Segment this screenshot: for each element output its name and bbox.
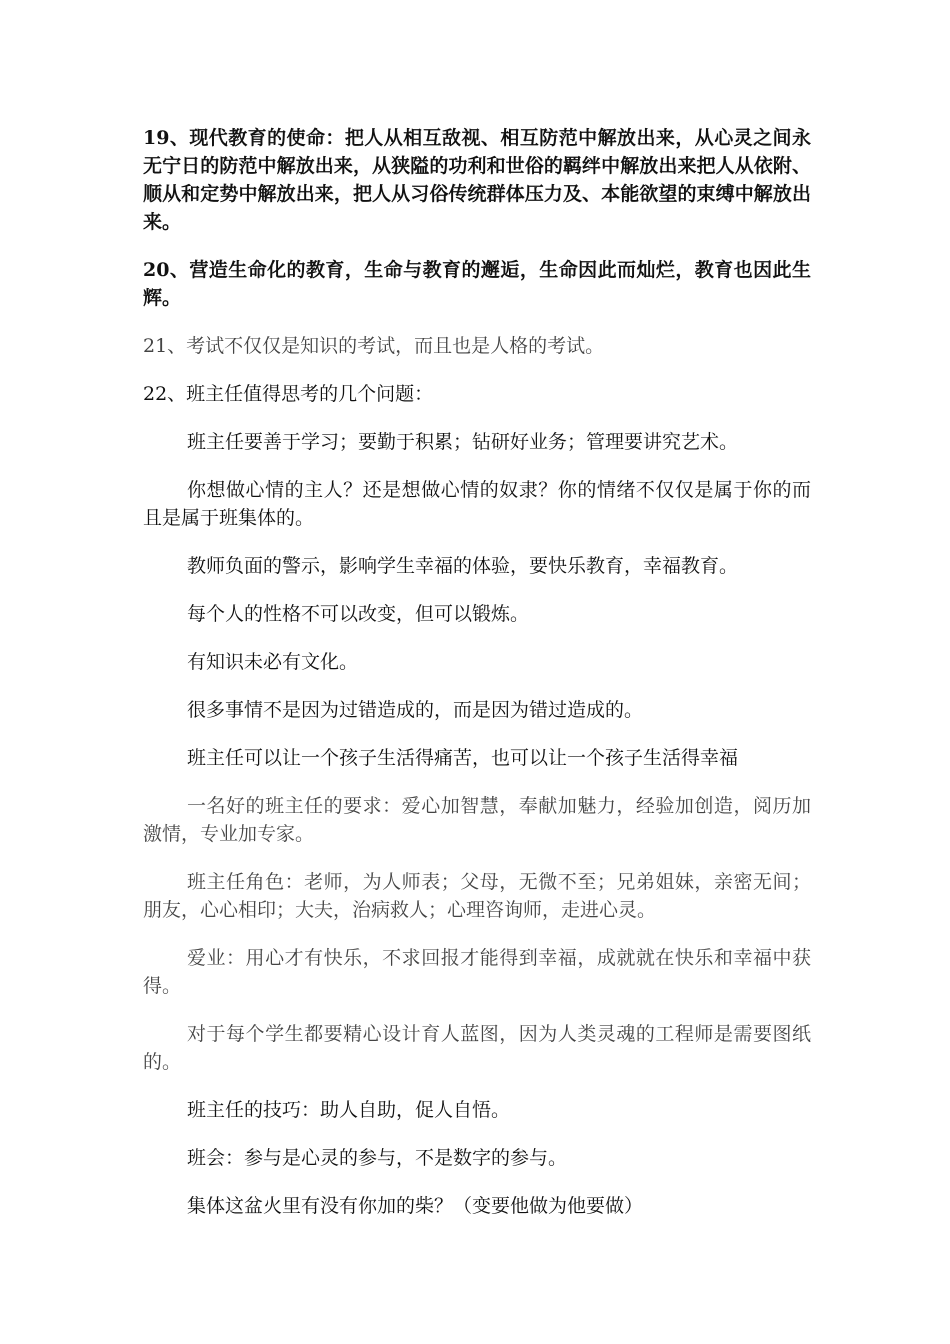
paragraph-20: 20、营造生命化的教育，生命与教育的邂逅，生命因此而灿烂，教育也因此生辉。 (143, 259, 811, 309)
list-item: 教师负面的警示，影响学生幸福的体验，要快乐教育，幸福教育。 (187, 555, 739, 577)
list-item: 班会：参与是心灵的参与，不是数字的参与。 (187, 1147, 568, 1169)
list-item: 爱业：用心才有快乐，不求回报才能得到幸福，成就就在快乐和幸福中获得。 (143, 947, 811, 997)
list-item: 有知识未必有文化。 (187, 651, 359, 673)
list-item: 班主任角色：老师，为人师表；父母，无微不至；兄弟姐妹，亲密无间；朋友，心心相印；大夫，治病救人；心理咨询师，走进心灵。 (143, 871, 811, 921)
list-item: 一名好的班主任的要求：爱心加智慧，奉献加魅力，经验加创造，阅历加激情，专业加专家。 (143, 795, 811, 845)
paragraph-21: 21、考试不仅仅是知识的考试，而且也是人格的考试。 (143, 335, 605, 357)
list-item: 对于每个学生都要精心设计育人蓝图，因为人类灵魂的工程师是需要图纸的。 (143, 1023, 811, 1073)
list-item: 集体这盆火里有没有你加的柴？（变要他做为他要做） (187, 1195, 644, 1217)
paragraph-19: 19、现代教育的使命：把人从相互敌视、相互防范中解放出来，从心灵之间永无宁日的防范中解放出来，从狭隘的功利和世俗的羁绊中解放出来把人从依附、顺从和定势中解放出来，把人从习俗传统群体压力及、本能欲望的束缚中解放出来。 (143, 127, 811, 233)
list-item: 班主任可以让一个孩子生活得痛苦，也可以让一个孩子生活得幸福 (187, 747, 739, 769)
paragraph-22: 22、班主任值得思考的几个问题： (143, 383, 434, 405)
list-item: 班主任要善于学习；要勤于积累；钻研好业务；管理要讲究艺术。 (187, 431, 739, 453)
list-item: 每个人的性格不可以改变，但可以锻炼。 (187, 603, 530, 625)
list-item: 班主任的技巧：助人自助，促人自悟。 (187, 1099, 511, 1121)
list-item: 很多事情不是因为过错造成的，而是因为错过造成的。 (187, 699, 644, 721)
list-item: 你想做心情的主人？还是想做心情的奴隶？你的情绪不仅仅是属于你的而且是属于班集体的。 (143, 479, 811, 529)
document-body (143, 124, 811, 1240)
